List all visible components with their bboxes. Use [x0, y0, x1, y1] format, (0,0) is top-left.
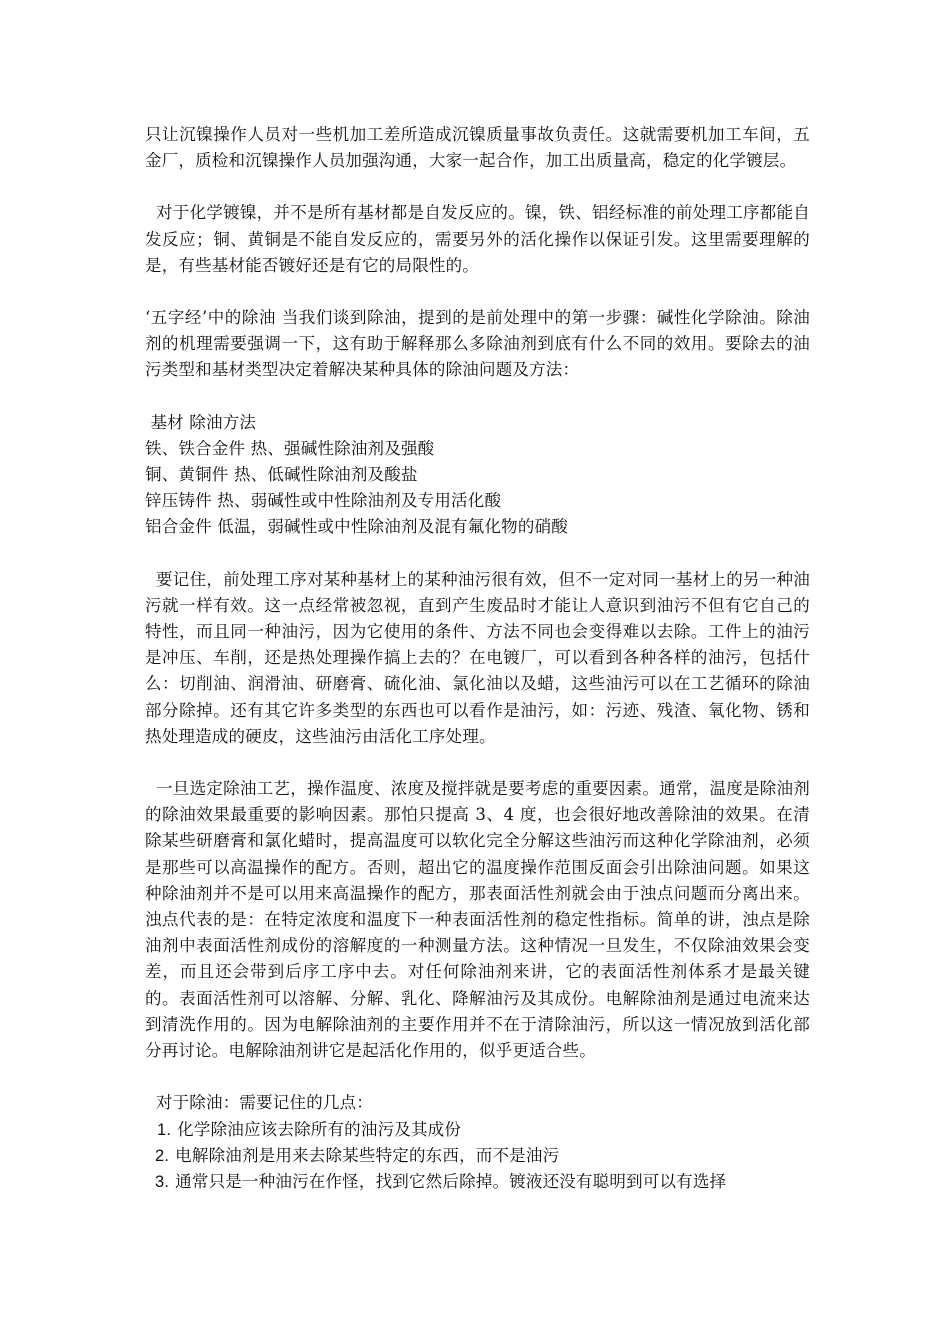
- list-intro: 对于除油：需要记住的几点：: [145, 1093, 373, 1113]
- list-item-number: 2.: [155, 1146, 170, 1165]
- paragraph-gap: [145, 174, 810, 200]
- degreasing-table: [145, 410, 810, 541]
- list-item: [145, 1117, 810, 1143]
- list-item-text: 电解除油剂是用来去除某些特定的东西，而不是油污: [175, 1145, 560, 1165]
- paragraph-4: 要记住，前处理工序对某种基材上的某种油污很有效，但不一定对同一基材上的另一种油污就一样有效。这一点经常被忽视，直到产生废品时才能让人意识到油污不但有它自己的特性，而且同一种油污，因为它使用的条件、方法不同也会变得难以去除。工件上的油污是冲压、车削，还是热处理操作搞上去的？在电镀厂，可以看到各种各样的油污，包括什么：切削油、润滑油、研磨膏、硫化油、氯化油以及蜡，这些油污可以在工艺循环的除油部分除掉。还有其它许多类型的东西也可以看作是油污，如：污迹、残渣、氧化物、锈和热处理造成的硬皮，这些油污由活化工序处理。: [145, 569, 810, 746]
- table-row: 铝合金件 低温，弱碱性或中性除油剂及混有氟化物的硝酸: [145, 517, 568, 537]
- paragraph-gap: [145, 384, 810, 410]
- list-item: [145, 1169, 810, 1195]
- paragraph-gap: [145, 541, 810, 567]
- list-item-text: 通常只是一种油污在作怪，找到它然后除掉。镀液还没有聪明到可以有选择: [175, 1171, 727, 1191]
- list-item: [145, 1143, 810, 1169]
- paragraph-3: ‘五字经’中的除油 当我们谈到除油，提到的是前处理中的第一步骤：碱性化学除油。除油剂的机理需要强调一下，这有助于解释那么多除油剂到底有什么不同的效用。要除去的油污类型和基材类型决定着解决某种具体的除油问题及方法：: [145, 308, 810, 380]
- paragraph-gap: [145, 279, 810, 305]
- paragraph-1: 只让沉镍操作人员对一些机加工差所造成沉镍质量事故负责任。这就需要机加工车间，五金厂，质检和沉镍操作人员加强沟通，大家一起合作，加工出质量高，稳定的化学镀层。: [145, 125, 810, 171]
- paragraph-gap: [145, 750, 810, 776]
- paragraph-2: 对于化学镀镍，并不是所有基材都是自发反应的。镍，铁、铝经标准的前处理工序都能自发反应；铜、黄铜是不能自发反应的，需要另外的活化操作以保证引发。这里需要理解的是，有些基材能否镀好还是有它的局限性的。: [145, 203, 810, 275]
- paragraph-gap: [145, 1064, 810, 1090]
- table-header: 基材 除油方法: [145, 412, 257, 432]
- document-page: [145, 122, 810, 1195]
- list-item-number: 1.: [157, 1120, 172, 1139]
- table-row: 铜、黄铜件 热、低碱性除油剂及酸盐: [145, 465, 418, 485]
- table-row: 锌压铸件 热、弱碱性或中性除油剂及专用活化酸: [145, 491, 502, 511]
- list-item-text: 化学除油应该去除所有的油污及其成份: [177, 1119, 462, 1139]
- degreasing-notes-list: [145, 1090, 810, 1195]
- table-row: 铁、铁合金件 热、强碱性除油剂及强酸: [145, 438, 435, 458]
- list-item-number: 3.: [155, 1172, 170, 1191]
- paragraph-5: 一旦选定除油工艺，操作温度、浓度及搅拌就是要考虑的重要因素。通常，温度是除油剂的除油效果最重要的影响因素。那怕只提高 3、4 度，也会很好地改善除油的效果。在清除某些研磨膏和氯化蜡时，提高温度可以软化完全分解这些油污而这种化学除油剂，必须是那些可以高温操作的配方。否则，超出它的温度操作范围反面会引出除油问题。如果这种除油剂并不是可以用来高温操作的配方，那表面活性剂就会由于浊点问题而分离出来。浊点代表的是：在特定浓度和温度下一种表面活性剂的稳定性指标。简单的讲，浊点是除油剂中表面活性剂成份的溶解度的一种测量方法。这种情况一旦发生，不仅除油效果会变差，而且还会带到后序工序中去。对任何除油剂来讲，它的表面活性剂体系才是最关键的。表面活性剂可以溶解、分解、乳化、降解油污及其成份。电解除油剂是通过电流来达到清洗作用的。因为电解除油剂的主要作用并不在于清除油污，所以这一情况放到活化部分再讨论。电解除油剂讲它是起活化作用的，似乎更适合些。: [145, 779, 810, 1061]
